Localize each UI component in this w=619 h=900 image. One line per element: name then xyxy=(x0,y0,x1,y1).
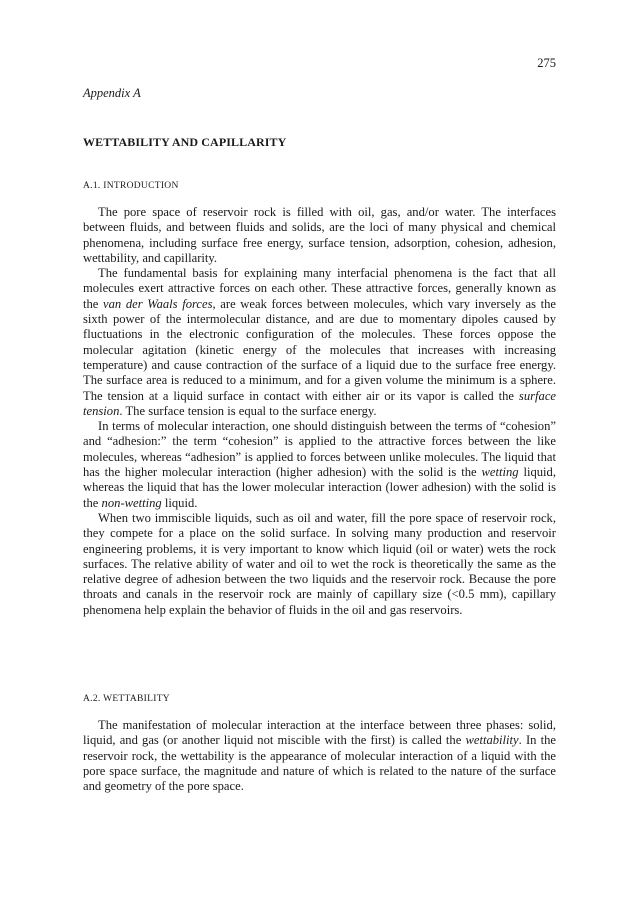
paragraph xyxy=(83,419,556,511)
italic-term: van der Waals forces xyxy=(103,296,213,311)
appendix-label: Appendix A xyxy=(83,86,141,100)
text-run: The pore space of reservoir rock is filled with oil, gas, and/or water. The interfaces between fluids, and between fluids and solids, are the loci of many physical and chemical phenomena, including surface free energy, surface tension, adsorption, cohesion, adhesion, wettability, and capillarity. xyxy=(83,205,556,265)
paragraph xyxy=(83,511,556,618)
text-run: . In the reservoir rock, the wettability is the appearance of molecular interaction of a liquid with the pore space surface, the magnitude and nature of which is related to the nature of the surface and geometry of the pore space. xyxy=(83,733,556,794)
section-heading-introduction: A.1. INTRODUCTION xyxy=(83,181,179,191)
italic-term: surface tension xyxy=(83,388,556,418)
paragraph xyxy=(83,266,556,419)
paragraph xyxy=(83,718,556,794)
text-run: The fundamental basis for explaining many interfacial phenomena is the fact that all molecules exert attractive forces on each other. These attractive forces, generally known as the xyxy=(83,266,556,311)
text-run: , are weak forces between molecules, which vary inversely as the sixth power of the intermolecular distance, and are due to momentary dipoles caused by fluctuations in the electronic configuration of the molecules. These forces oppose the molecular agitation (kinetic energy of the molecules that increases with increasing temperature) and cause contraction of the surface of a liquid due to the surface free energy. The surface area is reduced to a minimum, and for a given volume the minimum is a sphere. The tension at a liquid surface in contact with either air or its vapor is called the xyxy=(83,296,556,403)
text-run: The manifestation of molecular interaction at the interface between three phases: solid, liquid, and gas (or another liquid not miscible with the first) is called the xyxy=(83,718,556,748)
text-run: liquid, whereas the liquid that has the lower molecular interaction (lower adhesion) with the solid is the xyxy=(83,465,556,510)
chapter-title: WETTABILITY AND CAPILLARITY xyxy=(83,135,287,149)
section-body-wettability xyxy=(83,718,556,794)
text-run: . The surface tension is equal to the surface energy. xyxy=(119,403,377,418)
section-body-introduction xyxy=(83,205,556,618)
italic-term: wettability xyxy=(465,733,519,748)
text-run: In terms of molecular interaction, one should distinguish between the terms of “cohesion” and “adhesion:” the term “cohesion” is applied to the attractive forces between the like molecules, whereas “adhesion” is applied to forces between unlike molecules. The liquid that has the higher molecular interaction (higher adhesion) with the solid is the xyxy=(83,419,556,480)
paragraph xyxy=(83,205,556,266)
text-run: liquid. xyxy=(161,495,198,510)
text-run: When two immiscible liquids, such as oil and water, fill the pore space of reservoir rock, they compete for a place on the solid surface. In solving many production and reservoir engineering problems, it is very important to know which liquid (oil or water) wets the rock surfaces. The relative ability of water and oil to wet the rock is theoretically the same as the relative degree of adhesion between the two liquids and the reservoir rock. Because the pore throats and canals in the reservoir rock are mainly of capillary size (<0.5 mm), capillary phenomena help explain the behavior of fluids in the oil and gas reservoirs. xyxy=(83,510,556,617)
page-number: 275 xyxy=(537,56,556,70)
italic-term: wetting xyxy=(481,465,519,480)
italic-term: non-wetting xyxy=(101,495,162,510)
section-heading-wettability: A.2. WETTABILITY xyxy=(83,694,170,704)
